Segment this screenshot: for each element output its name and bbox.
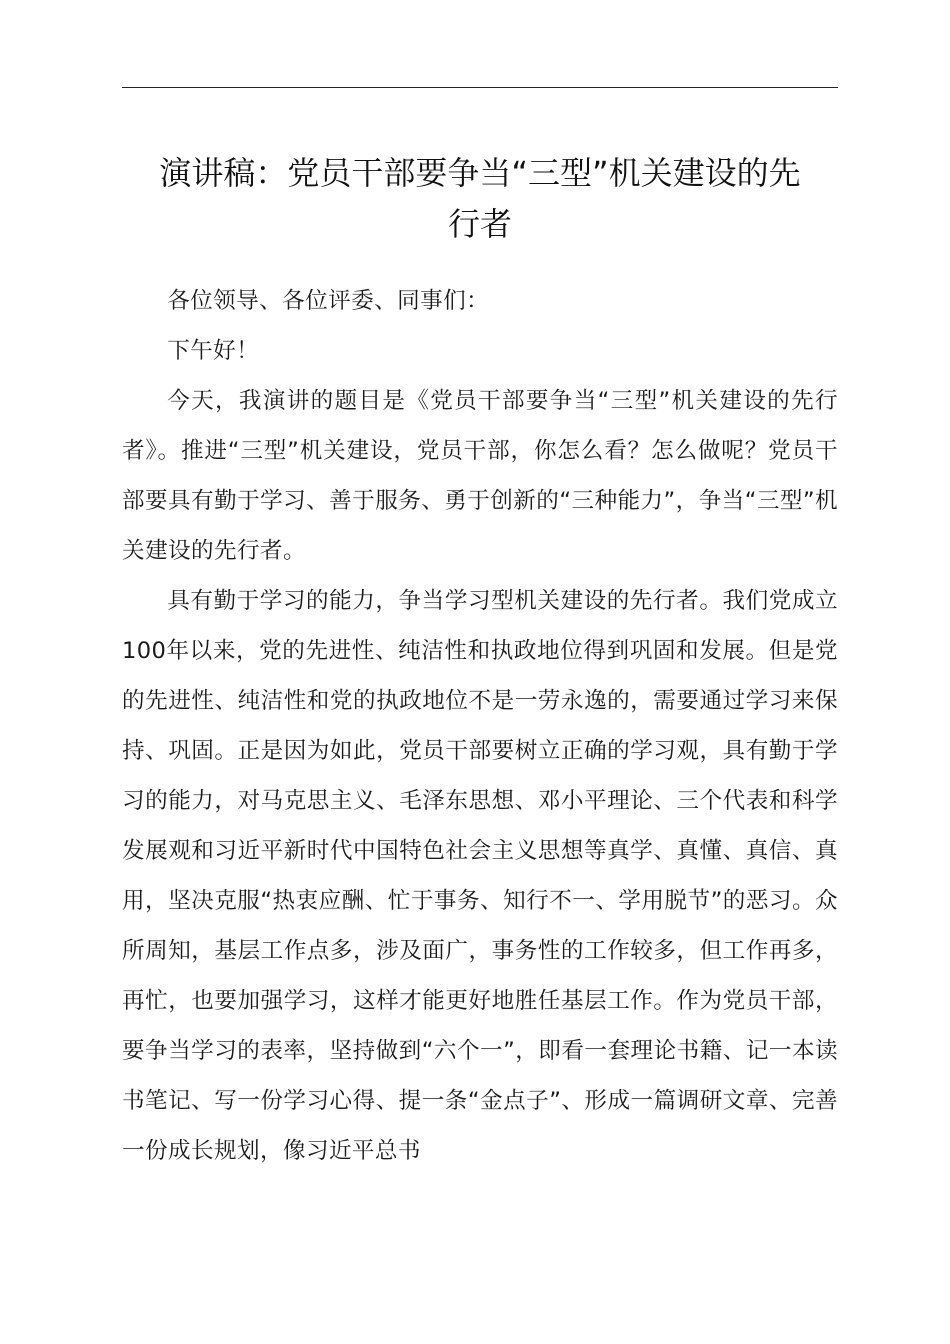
title-line-1: 演讲稿：党员干部要争当“三型”机关建设的先 (159, 154, 801, 192)
document-body (122, 276, 838, 1176)
greeting: 各位领导、各位评委、同事们： (167, 288, 490, 314)
header-rule (122, 87, 838, 88)
document-title (116, 148, 844, 250)
title-line-2: 行者 (447, 205, 512, 243)
salutation: 下午好！ (167, 338, 260, 364)
paragraph-learning: 具有勤于学习的能力，争当学习型机关建设的先行者。我们党成立100年以来，党的先进性、纯洁性和执政地位得到巩固和发展。但是党的先进性、纯洁性和党的执政地位不是一劳永逸的，需要通过学习来保持、巩固。正是因为如此，党员干部要树立正确的学习观，具有勤于学习的能力，对马克思主义、毛泽东思想、邓小平理论、三个代表和科学发展观和习近平新时代中国特色社会主义思想等真学、真懂、真信、真用，坚决克服“热衷应酬、忙于事务、知行不一、学用脱节”的恶习。众所周知，基层工作点多，涉及面广，事务性的工作较多，但工作再多，再忙，也要加强学习，这样才能更好地胜任基层工作。作为党员干部，要争当学习的表率，坚持做到“六个一”，即看一套理论书籍、记一本读书笔记、写一份学习心得、提一条“金点子”、形成一篇调研文章、完善一份成长规划，像习近平总书 (122, 588, 838, 1164)
paragraph-intro: 今天，我演讲的题目是《党员干部要争当“三型”机关建设的先行者》。推进“三型”机关建设，党员干部，你怎么看？怎么做呢？党员干部要具有勤于学习、善于服务、勇于创新的“三种能力”，争当“三型”机关建设的先行者。 (122, 388, 838, 564)
